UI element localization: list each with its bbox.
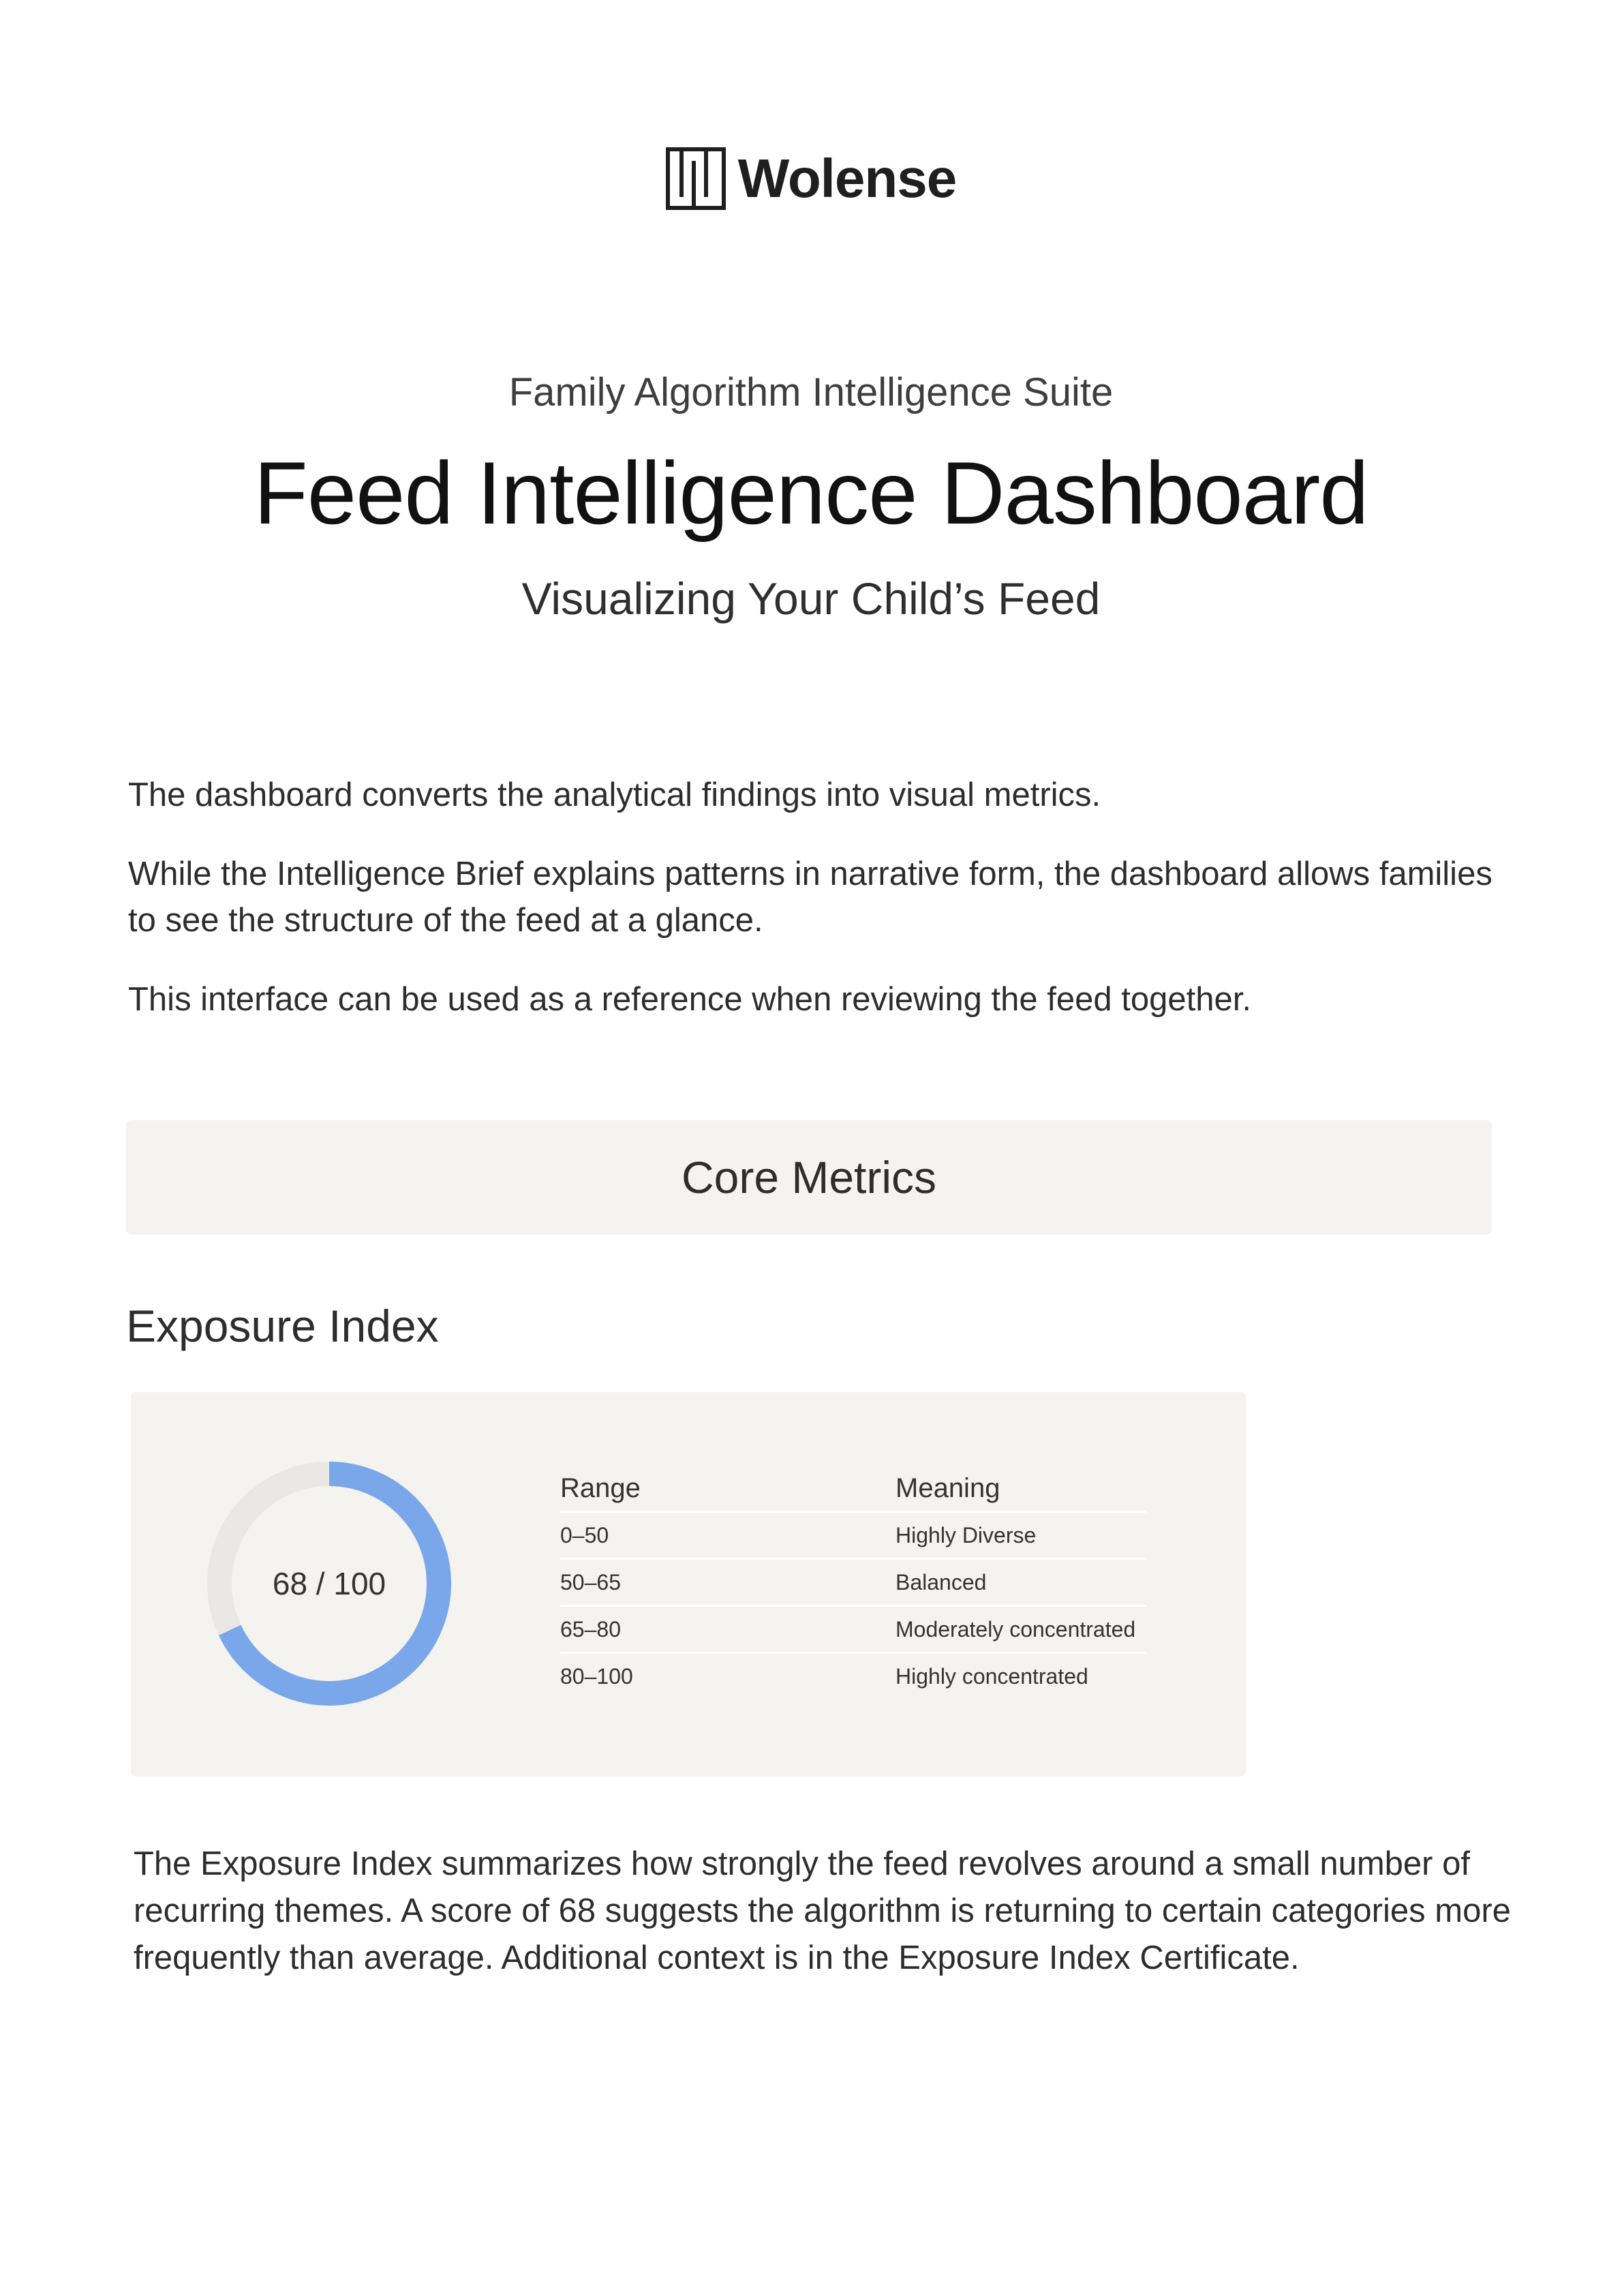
table-row [560,1653,1146,1700]
page-title: Feed Intelligence Dashboard [254,443,1368,543]
table-row [560,1606,1146,1653]
intro-text [128,772,1518,1055]
meaning-cell: Highly concentrated [896,1663,1088,1689]
section-heading: Exposure Index [126,1301,439,1351]
exposure-description: The Exposure Index summarizes how strongly the feed revolves around a small number of recurring themes. A score of 68 suggests the algorithm is returning to certain categories more frequently than average. Additional context is in the Exposure Index Certificate. [134,1845,1511,1976]
meaning-cell: Moderately concentrated [896,1606,1146,1653]
meaning-cell: Balanced [896,1559,1146,1606]
range-cell: 65–80 [560,1606,896,1653]
exposure-score: 68 / 100 [272,1566,386,1601]
intro-paragraph: The dashboard converts the analytical findings into visual metrics. [128,776,1101,813]
intro-paragraph: While the Intelligence Brief explains patterns in narrative form, the dashboard allows families to see the structure of the feed at a glance. [128,856,1493,939]
meaning-cell: Highly Diverse [896,1512,1146,1559]
intro-paragraph: This interface can be used as a reference when reviewing the feed together. [128,981,1251,1018]
column-header-meaning: Meaning [896,1466,1146,1512]
exposure-gauge [206,1460,453,1707]
exposure-range-table [560,1466,1146,1699]
brand-logo [0,147,1622,210]
exposure-index-card [131,1392,1246,1777]
range-cell: 80–100 [560,1663,633,1689]
section-banner: Core Metrics [126,1120,1492,1235]
brand-name: Wolense [737,148,957,209]
table-row [560,1559,1146,1606]
range-cell: 50–65 [560,1559,896,1606]
column-header-range: Range [560,1466,896,1512]
range-cell: 0–50 [560,1512,896,1559]
suite-name: Family Algorithm Intelligence Suite [508,370,1114,414]
wolense-logo-icon [666,147,726,210]
table-header-row [560,1466,1146,1512]
page-subtitle: Visualizing Your Child’s Feed [521,573,1101,624]
table-row [560,1512,1146,1559]
